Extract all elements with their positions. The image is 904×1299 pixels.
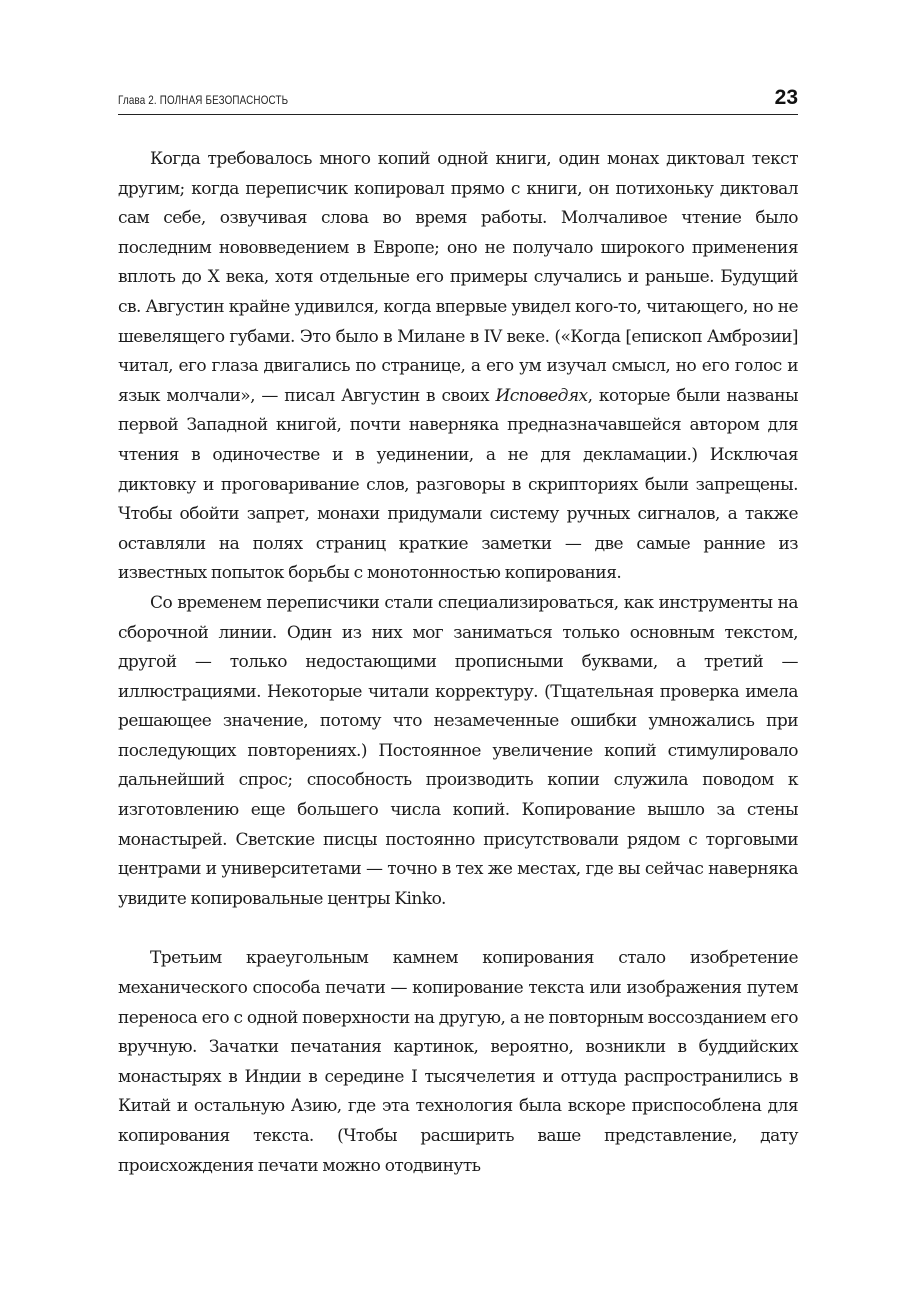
running-header <box>118 84 798 115</box>
chapter-title: Глава 2. ПОЛНАЯ БЕЗОПАСНОСТЬ <box>118 93 289 107</box>
paragraph-3: Третьим краеугольным камнем копирования стало изобретение механического способа печати — копирование текста или изображения путем переноса его с одной поверхности на другую, а не повторным воссозданием его вручную. Зачатки печатания картинок, вероятно, возникли в буддийских монастырях в Индии в середине I тысячелетия и оттуда распространились в Китай и остальную Азию, где эта технология была вскоре приспособлена для копирования текста. (Чтобы расширить ваше представление, дату происхождения печати можно отодвинуть <box>118 948 798 1176</box>
paragraph-1-text-end: , которые были названы первой Западной книгой, почти наверняка предназначавшейся автором для чтения в одиночестве и в уединении, а не для декламации.) Исключая диктовку и проговаривание слов, разговоры в скрипториях были запрещены. Чтобы обойти запрет, монахи придумали систему ручных сигналов, а также оставляли на полях страниц краткие заметки — две самые ранние из известных попыток борьбы с монотонностью копирования. <box>118 385 798 584</box>
paragraph-1-text-start: Когда требовалось много копий одной книги, один монах диктовал текст другим; когда переписчик копировал прямо с книги, он потихоньку диктовал сам себе, озвучивая слова во время работы. Молчаливое чтение было последним нововведением в Европе; оно не получало широкого применения вплоть до X века, хотя отдельные его примеры случались и раньше. Будущий св. Августин крайне удивился, когда впервые увидел кого-то, читающего, но не шевелящего губами. Это было в Милане в IV веке. («Когда [епископ Амброзии] читал, его глаза двигались по странице, а его ум изучал смысл, но его голос и язык молчали», — писал Августин в своих <box>118 149 798 406</box>
paragraph-1 <box>118 145 798 589</box>
body-text <box>118 145 798 1181</box>
page-number: 23 <box>774 86 798 109</box>
book-title-italic: Исповедях <box>495 385 588 406</box>
paragraph-2: Со временем переписчики стали специализироваться, как инструменты на сборочной линии. Один из них мог заниматься только основным текстом, другой — только недостающими прописными буквами, а третий — иллюстрациями. Некоторые читали корректуру. (Тщательная проверка имела решающее значение, потому что незамеченные ошибки умножались при последующих повторениях.) Постоянное увеличение копий стимулировало дальнейший спрос; способность производить копии служила поводом к изготовлению еще большего числа копий. Копирование вышло за стены монастырей. Светские писцы постоянно присутствовали рядом с торговыми центрами и университетами — точно в тех же местах, где вы сейчас наверняка увидите копировальные центры Kinko. <box>118 592 798 909</box>
